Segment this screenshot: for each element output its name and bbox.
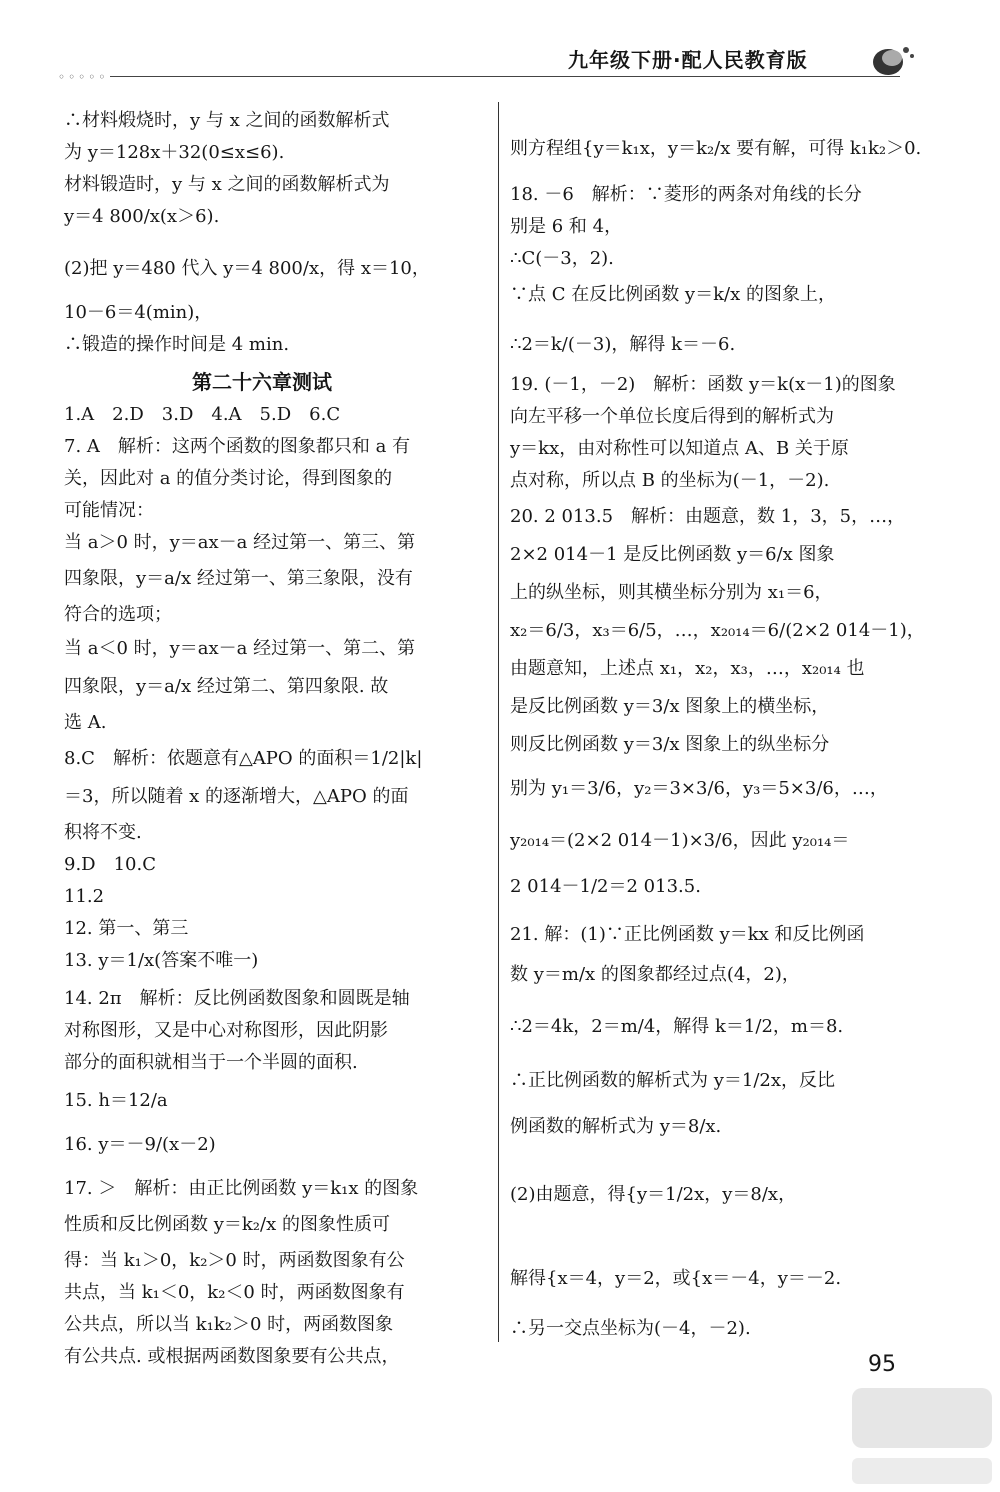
text-line: 14. 2π 解析：反比例函数图象和圆既是轴 bbox=[64, 988, 410, 1009]
text-line: 当 a＞0 时，y＝ax－a 经过第一、第三、第 bbox=[64, 532, 416, 553]
text-line: 则反比例函数 y＝3/x 图象上的纵坐标分 bbox=[510, 734, 830, 755]
text-line: 公共点，所以当 k₁k₂＞0 时，两函数图象 bbox=[64, 1314, 394, 1335]
text-line: 四象限，y＝a/x 经过第一、第三象限，没有 bbox=[64, 568, 413, 589]
text-line: ∴2＝4k，2＝m/4，解得 k＝1/2，m＝8. bbox=[510, 1016, 844, 1037]
text-line: 2 014－1/2＝2 013.5. bbox=[510, 876, 701, 897]
text-line: 别是 6 和 4， bbox=[510, 216, 623, 237]
text-line: 2×2 014－1 是反比例函数 y＝6/x 图象 bbox=[510, 544, 835, 565]
text-line: 21. 解：(1)∵正比例函数 y＝kx 和反比例函 bbox=[510, 924, 865, 945]
header-title: 九年级下册·配人民教育版 bbox=[568, 48, 808, 72]
text-line: ∴材料煅烧时，y 与 x 之间的函数解析式 bbox=[64, 110, 390, 131]
text-line: 20. 2 013.5 解析：由题意，数 1，3，5，…， bbox=[510, 506, 906, 527]
text-line: (2)把 y＝480 代入 y＝4 800/x，得 x＝10， bbox=[64, 258, 430, 279]
text-line: 可能情况： bbox=[64, 500, 154, 521]
text-line: ∴2＝k/(－3)，解得 k＝－6. bbox=[510, 334, 736, 355]
text-line: 当 a＜0 时，y＝ax－a 经过第一、第二、第 bbox=[64, 638, 416, 659]
text-line: 18. －6 解析：∵菱形的两条对角线的长分 bbox=[510, 184, 862, 205]
text-line: 性质和反比例函数 y＝k₂/x 的图象性质可 bbox=[64, 1214, 390, 1235]
text-line: 19. (－1，－2) 解析：函数 y＝k(x－1)的图象 bbox=[510, 374, 896, 395]
text-line: 16. y＝－9/(x－2) bbox=[64, 1134, 216, 1155]
text-line: 别为 y₁＝3/6，y₂＝3×3/6，y₃＝5×3/6，…， bbox=[510, 778, 888, 799]
text-line: 上的纵坐标，则其横坐标分别为 x₁＝6， bbox=[510, 582, 833, 603]
header-ornament-icon bbox=[870, 40, 916, 80]
text-line: 积将不变. bbox=[64, 822, 142, 843]
text-line: 对称图形，又是中心对称图形，因此阴影 bbox=[64, 1020, 388, 1041]
text-line: 数 y＝m/x 的图象都经过点(4，2)， bbox=[510, 964, 800, 985]
text-line: y＝4 800/x(x＞6). bbox=[64, 206, 220, 227]
text-line: 1.A 2.D 3.D 4.A 5.D 6.C bbox=[64, 404, 341, 425]
text-line: ∴另一交点坐标为(－4，－2). bbox=[510, 1318, 751, 1339]
text-line: 17. ＞ 解析：由正比例函数 y＝k₁x 的图象 bbox=[64, 1178, 419, 1199]
text-line: 点对称，所以点 B 的坐标为(－1，－2). bbox=[510, 470, 830, 491]
page-number: 95 bbox=[868, 1352, 896, 1377]
text-line: 有公共点. 或根据两函数图象要有公共点， bbox=[64, 1346, 400, 1367]
text-line: 12. 第一、第三 bbox=[64, 918, 189, 939]
text-line: 共点，当 k₁＜0，k₂＜0 时，两函数图象有 bbox=[64, 1282, 405, 1303]
text-line: 符合的选项； bbox=[64, 604, 172, 625]
text-line: 7. A 解析：这两个函数的图象都只和 a 有 bbox=[64, 436, 411, 457]
column-divider bbox=[498, 102, 499, 1342]
text-line: 13. y＝1/x(答案不唯一) bbox=[64, 950, 259, 971]
text-line: 11.2 bbox=[64, 886, 105, 907]
text-line: 解得{x＝4，y＝2，或{x＝－4，y＝－2. bbox=[510, 1268, 842, 1289]
header-rule bbox=[110, 76, 900, 77]
text-line: 例函数的解析式为 y＝8/x. bbox=[510, 1116, 722, 1137]
text-line: 15. h＝12/a bbox=[64, 1090, 168, 1111]
text-line: 是反比例函数 y＝3/x 图象上的横坐标， bbox=[510, 696, 830, 717]
text-line: 9.D 10.C bbox=[64, 854, 157, 875]
text-line: 四象限，y＝a/x 经过第二、第四象限. 故 bbox=[64, 676, 389, 697]
text-line: y＝kx，由对称性可以知道点 A、B 关于原 bbox=[510, 438, 849, 459]
text-line: ∵点 C 在反比例函数 y＝k/x 的图象上， bbox=[510, 284, 836, 305]
text-line: 关，因此对 a 的值分类讨论，得到图象的 bbox=[64, 468, 393, 489]
text-line: 部分的面积就相当于一个半圆的面积. bbox=[64, 1052, 358, 1073]
header-dots: ◦◦◦◦◦ bbox=[58, 70, 109, 84]
text-line: 为 y＝128x＋32(0≤x≤6). bbox=[64, 142, 285, 163]
text-line: (2)由题意，得{y＝1/2x，y＝8/x， bbox=[510, 1184, 797, 1205]
text-line: y₂₀₁₄＝(2×2 014－1)×3/6，因此 y₂₀₁₄＝ bbox=[510, 830, 850, 851]
text-line: x₂＝6/3，x₃＝6/5，…，x₂₀₁₄＝6/(2×2 014－1)， bbox=[510, 620, 925, 641]
text-line: ＝3，所以随着 x 的逐渐增大，△APO 的面 bbox=[64, 786, 409, 807]
text-line: 由题意知，上述点 x₁，x₂，x₃，…，x₂₀₁₄ 也 bbox=[510, 658, 865, 679]
text-line: 8.C 解析：依题意有△APO 的面积＝1/2|k| bbox=[64, 748, 423, 769]
text-line: 得：当 k₁＞0，k₂＞0 时，两函数图象有公 bbox=[64, 1250, 405, 1271]
text-line: 向左平移一个单位长度后得到的解析式为 bbox=[510, 406, 834, 427]
section-title: 第二十六章测试 bbox=[192, 370, 332, 394]
text-line: ∴锻造的操作时间是 4 min. bbox=[64, 334, 290, 355]
text-line: 材料锻造时，y 与 x 之间的函数解析式为 bbox=[64, 174, 390, 195]
text-line: 选 A. bbox=[64, 712, 107, 733]
text-line: 则方程组{y＝k₁x，y＝k₂/x 要有解，可得 k₁k₂＞0. bbox=[510, 138, 922, 159]
text-line: ∴正比例函数的解析式为 y＝1/2x，反比 bbox=[510, 1070, 836, 1091]
text-line: ∴C(－3，2). bbox=[510, 248, 614, 269]
text-line: 10－6＝4(min)， bbox=[64, 302, 213, 323]
watermark-logo-icon bbox=[846, 1368, 1000, 1492]
